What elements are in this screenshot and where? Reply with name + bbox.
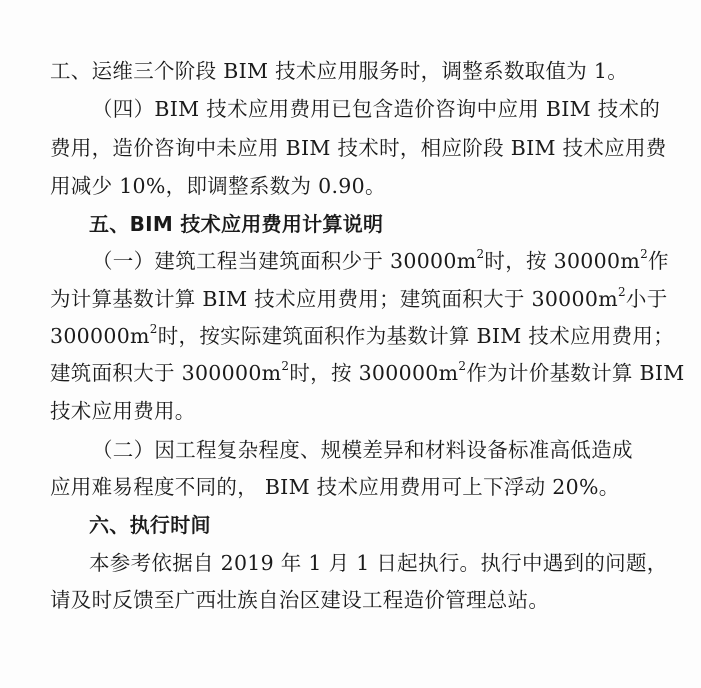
text-segment: 作: [648, 249, 669, 273]
section-5-item-1-line-5: 技术应用费用。: [50, 399, 196, 423]
text-segment: 时，按 300000m: [289, 361, 459, 385]
text-segment: 小于: [625, 287, 668, 311]
paragraph-4-line-1: （四）BIM 技术应用费用已包含造价咨询中应用 BIM 技术的: [92, 97, 661, 121]
text-segment: 300000m: [50, 324, 150, 348]
superscript: 2: [617, 285, 626, 300]
section-5-item-2-line-1: （二）因工程复杂程度、规模差异和材料设备标准高低造成: [92, 438, 633, 462]
paragraph-4-line-2: 费用，造价咨询中未应用 BIM 技术时，相应阶段 BIM 技术应用费: [50, 136, 667, 160]
section-5-heading: 五、BIM 技术应用费用计算说明: [89, 212, 384, 236]
superscript: 2: [476, 247, 485, 262]
text-segment: 作为计价基数计算 BIM: [466, 361, 685, 385]
section-5-item-1-line-2: [50, 285, 668, 313]
section-5-item-1-line-3: [50, 322, 674, 350]
section-5-item-1-line-4: [50, 359, 685, 387]
superscript: 2: [281, 359, 290, 374]
text-segment: 时，按实际建筑面积作为基数计算 BIM 技术应用费用；: [157, 324, 675, 348]
text-segment: 时，按 30000m: [484, 249, 641, 273]
superscript: 2: [149, 322, 158, 337]
text-segment: （一）建筑工程当建筑面积少于 30000m: [92, 249, 477, 273]
superscript: 2: [640, 247, 649, 262]
paragraph-4-line-3: 用减少 10%，即调整系数为 0.90。: [50, 174, 386, 198]
text-line: 工、运维三个阶段 BIM 技术应用服务时，调整系数取值为 1。: [50, 59, 629, 83]
section-5-item-2-line-2: 应用难易程度不同的， BIM 技术应用费用可上下浮动 20%。: [50, 475, 620, 499]
section-6-heading: 六、执行时间: [89, 513, 211, 537]
text-segment: 建筑面积大于 300000m: [50, 361, 282, 385]
superscript: 2: [458, 359, 467, 374]
section-5-item-1-line-1: [92, 247, 669, 275]
text-segment: 为计算基数计算 BIM 技术应用费用；建筑面积大于 30000m: [50, 287, 618, 311]
section-6-line-1: 本参考依据自 2019 年 1 月 1 日起执行。执行中遇到的问题，: [89, 551, 668, 575]
section-6-line-2: 请及时反馈至广西壮族自治区建设工程造价管理总站。: [50, 588, 550, 612]
